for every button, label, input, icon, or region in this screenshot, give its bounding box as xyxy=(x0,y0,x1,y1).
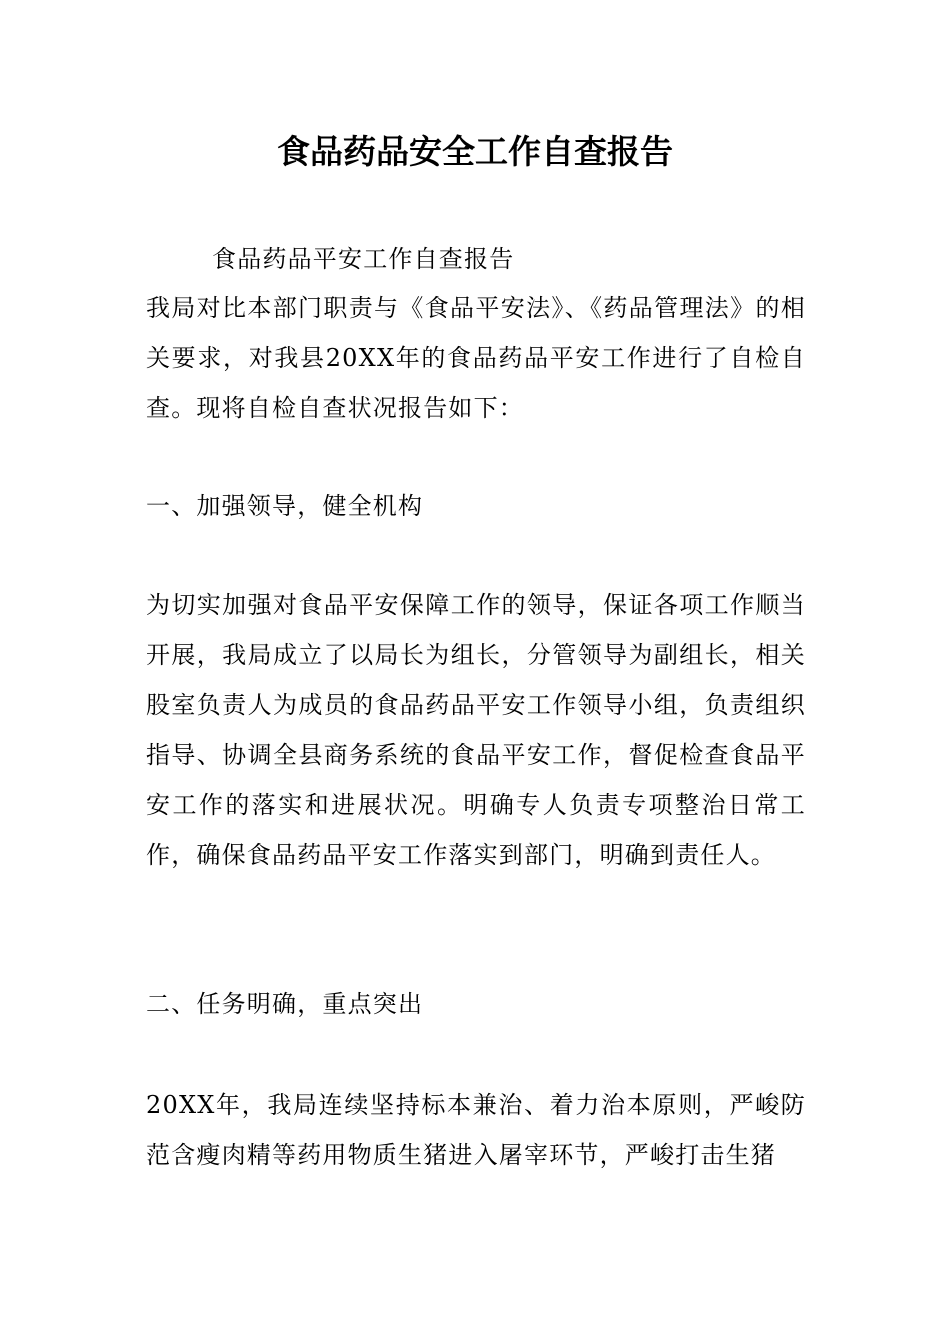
document-title: 食品药品安全工作自查报告 xyxy=(277,132,673,171)
section-1-heading: 一、加强领导，健全机构 xyxy=(146,492,424,520)
intro-paragraph: 我局对比本部门职责与《食品平安法》、《药品管理法》的相关要求，对我县20XX年的食品药品平安工作进行了自检自查。现将自检自查状况报告如下： xyxy=(146,294,806,422)
section-2-heading: 二、任务明确，重点突出 xyxy=(146,990,424,1018)
section-1-paragraph: 为切实加强对食品平安保障工作的领导，保证各项工作顺当开展，我局成立了以局长为组长，分管领导为副组长，相关股室负责人为成员的食品药品平安工作领导小组，负责组织指导、协调全县商务系统的食品平安工作，督促检查食品平安工作的落实和进展状况。明确专人负责专项整治日常工作，确保食品药品平安工作落实到部门，明确到责任人。 xyxy=(146,591,806,869)
section-2-paragraph: 20XX年，我局连续坚持标本兼治、着力治本原则，严峻防范含瘦肉精等药用物质生猪进入屠宰环节，严峻打击生猪 xyxy=(146,1091,806,1169)
document-subtitle: 食品药品平安工作自查报告 xyxy=(212,245,515,273)
